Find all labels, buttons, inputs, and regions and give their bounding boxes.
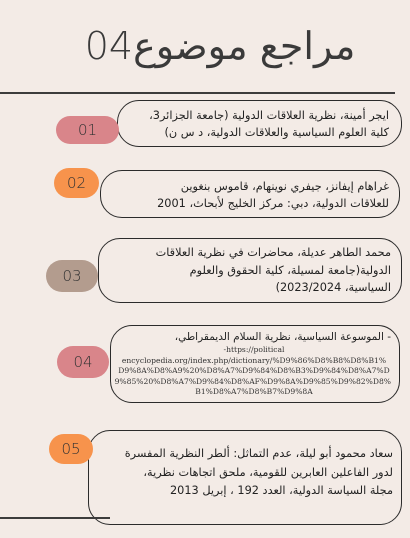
reference-04-url-line-1: https://political- [223, 345, 285, 354]
reference-05-line-2: لدور الفاعلين العابرين للقومية، ملحق اتجاهات نظرية، [143, 465, 393, 479]
reference-04-url-line-2: encyclopedia.org/index.php/dictionary/%D9%86%D8%B8%D8%B1% [121, 355, 387, 365]
reference-03-line-2: الدولية(جامعة لمسيلة، كلية الحقوق والعلوم [189, 263, 391, 277]
reference-04-url-line-4: 9%85%20%D8%A7%D9%84%D8%AF%D9%8A%D9%85%D9%82%D8% [114, 376, 391, 386]
reference-badge-03: 03 [46, 260, 98, 292]
reference-03-line-1: محمد الطاهر عديلة، محاضرات في نظرية العلاقات [155, 246, 391, 259]
reference-badge-02: 02 [54, 168, 99, 198]
reference-05-line-1: سعاد محمود أبو ليلة، عدم التماثل: ألطر النظرية المفسرة [124, 447, 393, 460]
reference-04-url-line-5: B1%D8%A7%D8%B7%D9%8A [195, 387, 313, 396]
reference-04-line-1: - الموسوعة السياسية، نظرية السلام الديمقراطي، [174, 331, 391, 343]
reference-03-line-3: السياسية، 2023/2024) [275, 281, 391, 294]
page-title: مراجع موضوع04 [84, 24, 356, 68]
reference-card-05 [88, 430, 402, 525]
title-underline [0, 92, 395, 94]
footer-rule [0, 517, 110, 519]
reference-card-03 [98, 238, 402, 303]
reference-badge-04: 04 [57, 346, 109, 378]
reference-04-url-line-3: D9%8A%D8%A9%20%D8%A7%D9%84%D8%B3%D9%84%D8%A7%D [118, 366, 390, 375]
reference-card-01 [117, 100, 402, 147]
reference-02-line-2: للعلاقات الدولية، دبي: مركز الخليج لأبحاث، 2001 [157, 197, 389, 210]
reference-02-line-1: غراهام إيفانز، جيفري نوينهام، قاموس بنغوين [180, 180, 389, 193]
reference-card-04 [110, 325, 400, 403]
reference-badge-05: 05 [49, 434, 93, 464]
reference-05-line-3: مجلة السياسة الدولية، العدد 192 ، إبريل 2013 [170, 484, 393, 497]
reference-01-line-1: ايجر أمينة، نظرية العلاقات الدولية (جامعة الجزائر3، [149, 109, 389, 122]
reference-card-02 [100, 170, 400, 218]
reference-badge-01: 01 [56, 116, 119, 144]
reference-01-line-2: كلية العلوم السياسية والعلاقات الدولية، د س ن) [164, 126, 389, 139]
